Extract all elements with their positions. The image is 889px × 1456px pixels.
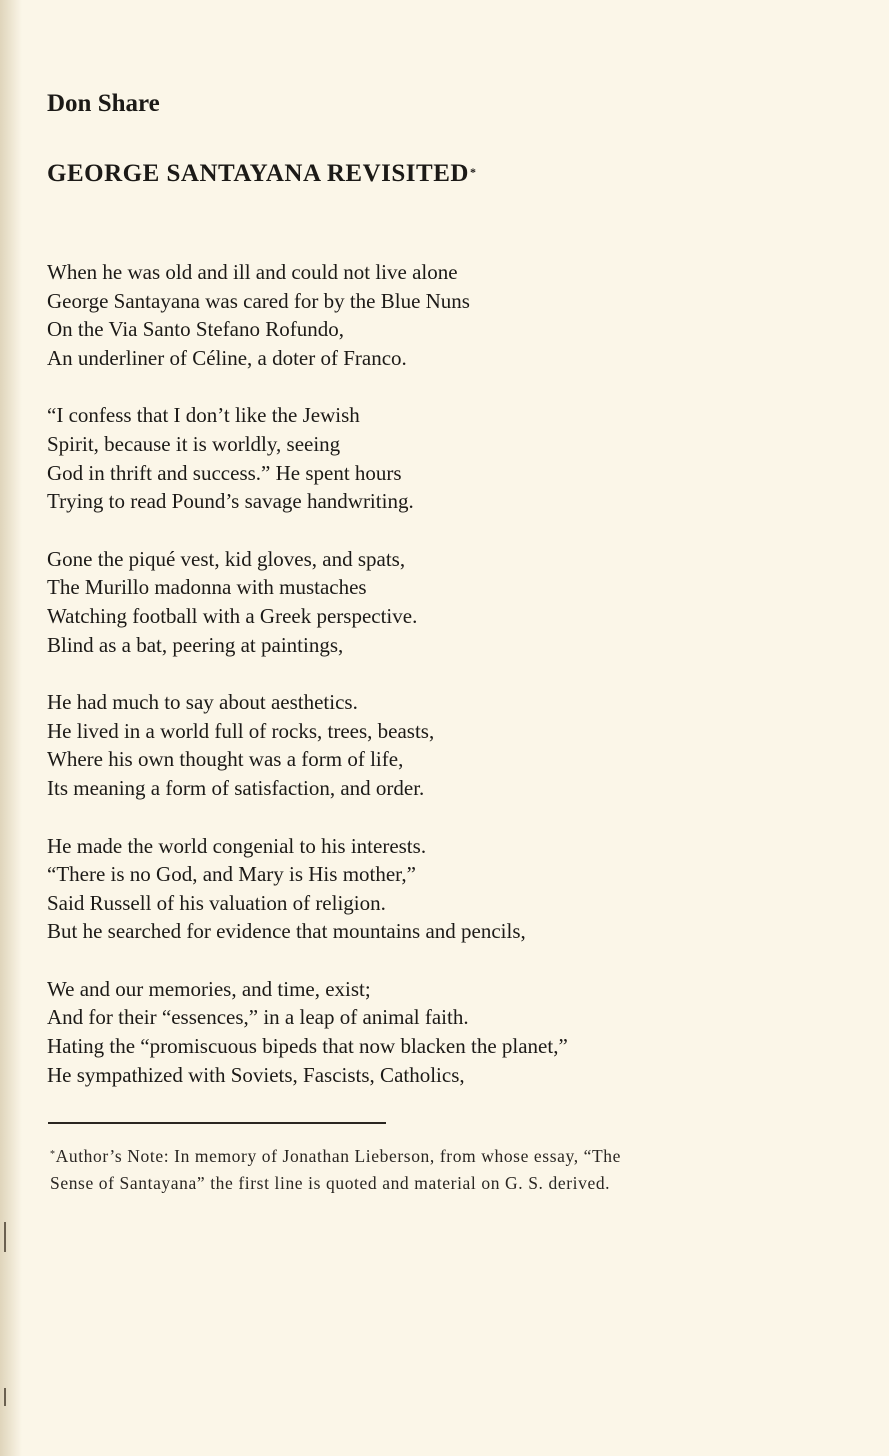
footnote-line [50, 1143, 840, 1170]
poem-line: When he was old and ill and could not live alone [47, 260, 458, 284]
poem-line: Said Russell of his valuation of religion. [47, 890, 386, 915]
stanza [47, 832, 847, 946]
poem-title [47, 158, 476, 190]
title-footnote-marker: * [469, 165, 477, 179]
poem-line: “I confess that I don’t like the Jewish [47, 403, 360, 428]
poem-author: Don Share [47, 90, 160, 117]
poem-line: He sympathized with Soviets, Fascists, Catholics, [47, 1062, 465, 1087]
poem-line: He lived in a world full of rocks, trees, beasts, [47, 718, 435, 743]
poem-line: “There is no God, and Mary is His mother,” [47, 862, 416, 887]
poem-line: He made the world congenial to his interests. [47, 833, 427, 858]
binding-mark [4, 1388, 6, 1406]
footnote-divider [48, 1122, 386, 1124]
poem-line: On the Via Santo Stefano Rofundo, [47, 317, 344, 342]
footnote-text: Author’s Note: In memory of Jonathan Lieberson, from whose essay, “The [55, 1146, 622, 1166]
poem-line: Hating the “promiscuous bipeds that now blacken the planet,” [47, 1034, 568, 1059]
footnote-marker: * [50, 1149, 56, 1160]
stanza [47, 688, 847, 802]
poem-line: Its meaning a form of satisfaction, and order. [47, 775, 425, 800]
poem-line: Watching football with a Greek perspective. [47, 603, 418, 628]
footnote [50, 1143, 840, 1197]
poem-line: God in thrift and success.” He spent hours [47, 460, 402, 485]
stanza [47, 545, 847, 659]
poem-line: Trying to read Pound’s savage handwriting. [47, 489, 414, 514]
stanza [47, 975, 847, 1089]
poem-line: Spirit, because it is worldly, seeing [47, 431, 341, 456]
poem-line: And for their “essences,” in a leap of animal faith. [47, 1005, 469, 1030]
poem-body [47, 258, 847, 1118]
stanza [47, 258, 847, 372]
poem-line: Blind as a bat, peering at paintings, [47, 632, 344, 657]
poem-line: Where his own thought was a form of life, [47, 747, 404, 772]
poem-line: An underliner of Céline, a doter of Franco. [47, 345, 407, 370]
poem-line: George Santayana was cared for by the Blue Nuns [47, 288, 470, 313]
stanza [47, 401, 847, 515]
poem-title-text: GEORGE SANTAYANA REVISITED [47, 160, 469, 187]
poem-line: We and our memories, and time, exist; [47, 976, 371, 1001]
poem-line: The Murillo madonna with mustaches [47, 575, 367, 600]
binding-mark [4, 1222, 6, 1252]
poem-line: He had much to say about aesthetics. [47, 690, 358, 715]
poem-line: Gone the piqué vest, kid gloves, and spats, [47, 546, 406, 571]
poem-line: But he searched for evidence that mountains and pencils, [47, 919, 526, 944]
footnote-line: Sense of Santayana” the first line is quoted and material on G. S. derived. [50, 1173, 611, 1193]
